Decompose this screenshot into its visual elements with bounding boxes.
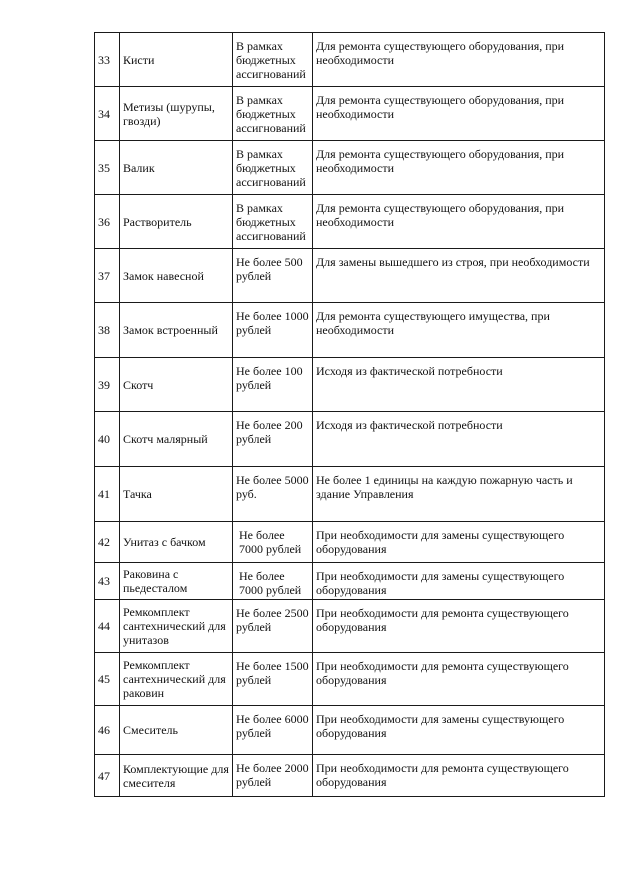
table-row [95, 653, 605, 706]
row-number: 41 [95, 467, 120, 522]
item-name: Скотч [120, 358, 233, 412]
table-row [95, 87, 605, 141]
row-number: 36 [95, 195, 120, 249]
item-name: Унитаз с бачком [120, 522, 233, 563]
table-row [95, 141, 605, 195]
table-row [95, 522, 605, 563]
table-row [95, 706, 605, 755]
price-limit: Не более 100 рублей [233, 358, 313, 412]
row-number: 44 [95, 600, 120, 653]
table-row [95, 467, 605, 522]
price-limit: Не более 2500 рублей [233, 600, 313, 653]
item-name: Смеситель [120, 706, 233, 755]
row-number: 37 [95, 249, 120, 303]
row-number: 45 [95, 653, 120, 706]
item-name: Метизы (шурупы, гвозди) [120, 87, 233, 141]
item-name: Валик [120, 141, 233, 195]
usage-note: Для ремонта существующего имущества, при необходимости [313, 303, 605, 358]
table-row [95, 33, 605, 87]
item-name: Растворитель [120, 195, 233, 249]
row-number: 38 [95, 303, 120, 358]
row-number: 43 [95, 563, 120, 600]
usage-note: Исходя из фактической потребности [313, 412, 605, 467]
price-limit: В рамках бюджетных ассигнований [233, 87, 313, 141]
row-number: 35 [95, 141, 120, 195]
item-name: Ремкомплект сантехнический для унитазов [120, 600, 233, 653]
row-number: 40 [95, 412, 120, 467]
price-limit: Не более 2000 рублей [233, 755, 313, 797]
price-limit: В рамках бюджетных ассигнований [233, 33, 313, 87]
usage-note: Для ремонта существующего оборудования, при необходимости [313, 87, 605, 141]
row-number: 42 [95, 522, 120, 563]
usage-note: Для ремонта существующего оборудования, при необходимости [313, 195, 605, 249]
usage-note: При необходимости для ремонта существующего оборудования [313, 600, 605, 653]
usage-note: Для ремонта существующего оборудования, при необходимости [313, 33, 605, 87]
price-limit: Не более 500 рублей [233, 249, 313, 303]
item-name: Раковина с пьедесталом [120, 563, 233, 600]
row-number: 47 [95, 755, 120, 797]
price-limit: Не более 1500 рублей [233, 653, 313, 706]
table-row [95, 563, 605, 600]
table-row [95, 303, 605, 358]
price-limit: Не более 6000 рублей [233, 706, 313, 755]
item-name: Ремкомплект сантехнический для раковин [120, 653, 233, 706]
price-limit: Не более 5000 руб. [233, 467, 313, 522]
usage-note: Для ремонта существующего оборудования, при необходимости [313, 141, 605, 195]
table-row [95, 755, 605, 797]
table-row [95, 412, 605, 467]
price-limit: Не более 7000 рублей [233, 563, 313, 600]
usage-note: При необходимости для ремонта существующего оборудования [313, 653, 605, 706]
usage-note: Не более 1 единицы на каждую пожарную часть и здание Управления [313, 467, 605, 522]
price-limit: В рамках бюджетных ассигнований [233, 195, 313, 249]
item-name: Замок встроенный [120, 303, 233, 358]
item-name: Замок навесной [120, 249, 233, 303]
usage-note: При необходимости для ремонта существующего оборудования [313, 755, 605, 797]
item-name: Комплектующие для смесителя [120, 755, 233, 797]
item-name: Тачка [120, 467, 233, 522]
price-limit: Не более 200 рублей [233, 412, 313, 467]
usage-note: При необходимости для замены существующего оборудования [313, 706, 605, 755]
usage-note: Исходя из фактической потребности [313, 358, 605, 412]
table-row [95, 358, 605, 412]
price-limit: Не более 7000 рублей [233, 522, 313, 563]
usage-note: При необходимости для замены существующего оборудования [313, 563, 605, 600]
price-limit: Не более 1000 рублей [233, 303, 313, 358]
table-row [95, 600, 605, 653]
price-limit: В рамках бюджетных ассигнований [233, 141, 313, 195]
table-row [95, 249, 605, 303]
row-number: 34 [95, 87, 120, 141]
item-name: Скотч малярный [120, 412, 233, 467]
table-row [95, 195, 605, 249]
usage-note: При необходимости для замены существующего оборудования [313, 522, 605, 563]
usage-note: Для замены вышедшего из строя, при необходимости [313, 249, 605, 303]
row-number: 46 [95, 706, 120, 755]
row-number: 39 [95, 358, 120, 412]
procurement-norms-table [94, 32, 605, 797]
item-name: Кисти [120, 33, 233, 87]
row-number: 33 [95, 33, 120, 87]
